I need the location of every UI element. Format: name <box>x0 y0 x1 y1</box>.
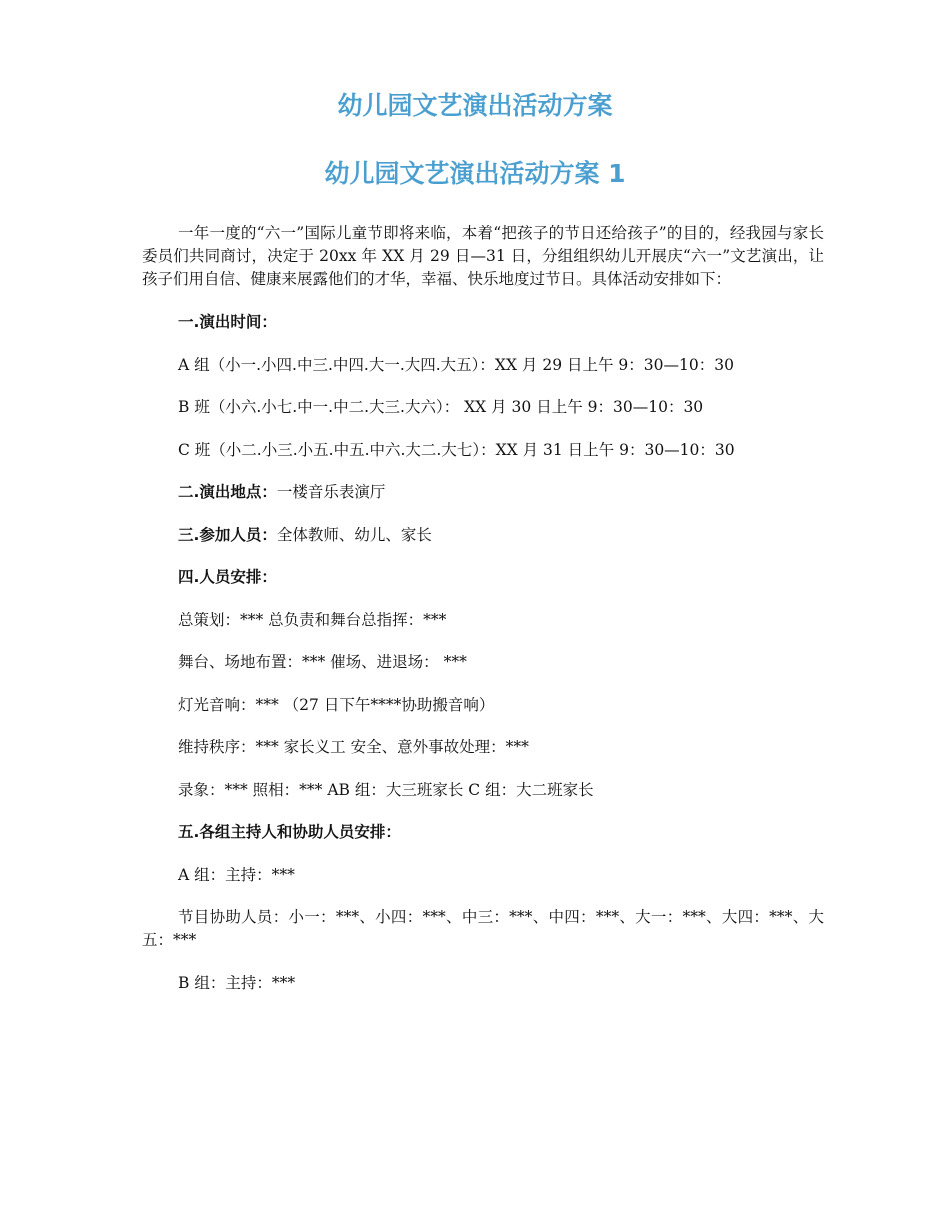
section-heading-time-label: 一.演出时间： <box>178 313 277 331</box>
staffing-line-4: 维持秩序：*** 家长义工 安全、意外事故处理：*** <box>178 738 529 756</box>
time-line-a: A 组（小一.小四.中三.中四.大一.大四.大五）：XX 月 29 日上午 9：30—10：30 <box>178 355 734 374</box>
section-participants <box>142 524 824 547</box>
intro-paragraph: 一年一度的“六一”国际儿童节即将来临，本着“把孩子的节日还给孩子”的目的，经我园与家长委员们共同商讨，决定于 20xx 年 XX 月 29 日—31 日，分组组织幼儿开展庆“六一”文艺演出，让孩子们用自信、健康来展露他们的才华，幸福、快乐地度过节日。具体活动安排如下： <box>142 224 824 288</box>
staffing-line-2: 舞台、场地布置：*** 催场、进退场： *** <box>178 653 467 671</box>
section-heading-hosts: 五.各组主持人和协助人员安排： <box>178 823 401 841</box>
participants-value: 全体教师、幼儿、家长 <box>276 525 432 544</box>
time-line-c: C 班（小二.小三.小五.中五.中六.大二.大七）：XX 月 31 日上午 9：30—10：30 <box>178 440 735 459</box>
hosts-b: B 组：主持：*** <box>178 973 296 992</box>
section-hosts <box>142 821 824 844</box>
document-body <box>142 222 824 1014</box>
section-heading-staffing: 四.人员安排： <box>178 568 277 586</box>
hosts-a: A 组：主持：*** <box>178 865 295 884</box>
section-heading-location: 二.演出地点： <box>178 483 277 501</box>
time-line-b: B 班（小六.小七.中一.中二.大三.大六）： XX 月 30 日上午 9：30—10：30 <box>178 398 704 416</box>
staffing-line-1: 总策划：*** 总负责和舞台总指挥：*** <box>178 610 447 629</box>
helpers-a: 节目协助人员：小一：***、小四：***、中三：***、中四：***、大一：***、大四：***、大五：*** <box>142 908 824 949</box>
section-staffing <box>142 566 824 589</box>
document-title: 幼儿园文艺演出活动方案 <box>337 91 613 120</box>
section-location <box>142 481 824 504</box>
staffing-line-3: 灯光音响：*** （27 日下午****协助搬音响） <box>178 695 495 714</box>
location-value: 一楼音乐表演厅 <box>276 483 386 501</box>
section-heading-time <box>142 311 824 334</box>
document-subtitle: 幼儿园文艺演出活动方案 1 <box>324 159 626 188</box>
section-heading-participants: 三.参加人员： <box>178 525 277 544</box>
staffing-line-5: 录象：*** 照相：*** AB 组：大三班家长 C 组：大二班家长 <box>178 780 594 799</box>
